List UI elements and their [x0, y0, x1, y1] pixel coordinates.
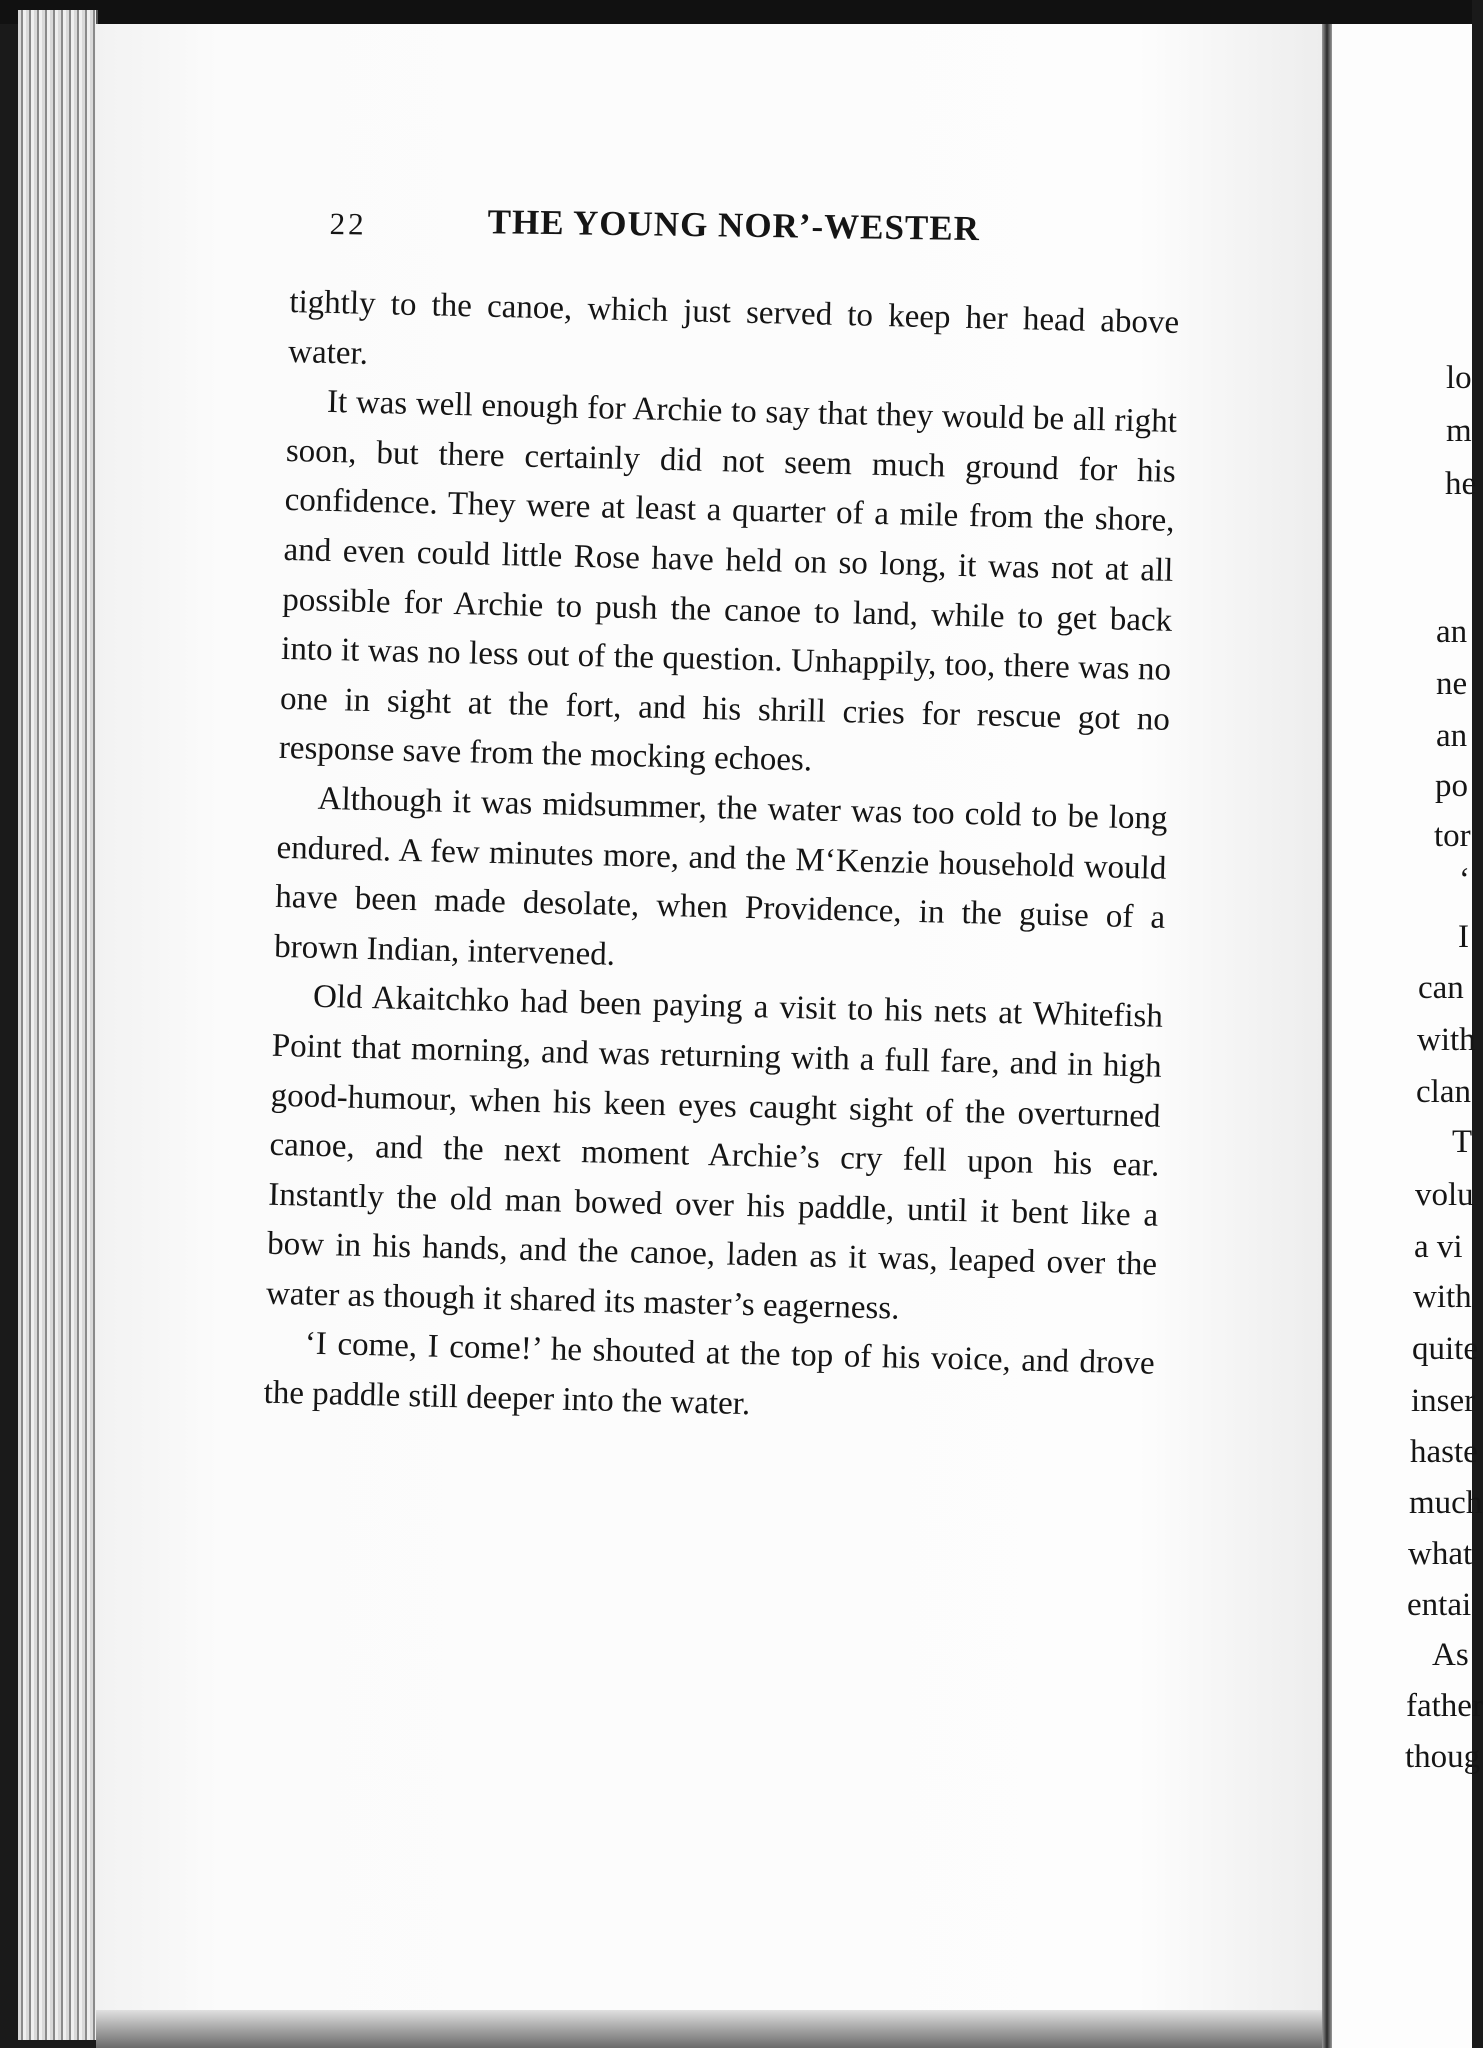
right-page-fragment: what — [1408, 1536, 1473, 1572]
right-page-fragment: entai — [1407, 1587, 1472, 1623]
right-page-fragment: father — [1406, 1688, 1483, 1724]
right-page-fragment: po — [1435, 768, 1468, 804]
body-text — [263, 278, 1180, 1439]
page-number: 22 — [329, 205, 367, 242]
right-page-fragment: can — [1418, 970, 1464, 1006]
right-page-fragment: volu — [1415, 1177, 1474, 1213]
paragraph: ‘I come, I come!’ he shouted at the top of his voice, and drove the paddle still deeper into the water. — [263, 1326, 1156, 1423]
running-head — [329, 200, 1030, 260]
paragraph: Old Akaitchko had been paying a visit to his nets at Whitefish Point that morning, and was returning with a full fare, and in high good-humour, when his keen eyes caught sight of the overturned canoe, and the next moment Archie’s cry fell upon his ear. Instantly the old man bowed over his paddle, until it bent like a bow in his hands, and the canoe, laden as it was, leaped over the water as though it shared its master’s eagerness. — [265, 979, 1164, 1327]
paragraph: Although it was midsummer, the water was too cold to be long endured. A few minutes more, and the M‘Kenzie household would have been made desolate, when Providence, in the guise of a brown Indian, intervened. — [273, 780, 1168, 973]
paragraph: tightly to the canoe, which just served to keep her head above water. — [287, 283, 1180, 372]
book-gutter — [1322, 24, 1332, 2048]
right-page-fragment: clan — [1416, 1074, 1471, 1110]
right-page-fragment: quite — [1412, 1331, 1478, 1367]
right-page-fragment: ne — [1436, 666, 1468, 702]
running-title: THE YOUNG NOR’-WESTER — [487, 202, 981, 249]
right-page-fragment: ‘ — [1459, 862, 1470, 898]
book-page-edges — [18, 10, 98, 2040]
right-page-fragment: with — [1417, 1022, 1476, 1058]
right-page-fragment: T — [1452, 1124, 1473, 1160]
right-page-fragment: he — [1445, 466, 1477, 502]
right-page-fragment: lo — [1446, 360, 1472, 396]
right-page-fragment: thoug — [1405, 1739, 1481, 1775]
right-page-fragment: m — [1446, 413, 1472, 449]
right-page-fragment: As — [1432, 1637, 1469, 1673]
right-page-fragment: I — [1458, 919, 1469, 955]
right-page-fragment: much — [1409, 1485, 1483, 1521]
right-page-fragment: with — [1413, 1279, 1472, 1315]
right-page — [1332, 24, 1483, 2048]
right-page-fragment: an — [1436, 614, 1468, 650]
right-page-fragment: inser — [1411, 1383, 1476, 1419]
right-page-fragment: haste — [1410, 1434, 1478, 1470]
paragraph: It was well enough for Archie to say that they would be all right soon, but there certainly did not seem much ground for his confidence. They were at least a quarter of a mile from the shore, and even could little Rose have held on so long, it was not at all possible for Archie to push the canoe to land, while to get back into it was no less out of the question. Unhappily, too, there was no one in sight at the fort, and his shrill cries for rescue got no response save from the mocking echoes. — [278, 384, 1178, 779]
scan-top-border — [0, 0, 1472, 24]
right-page-fragment: a vi — [1414, 1229, 1463, 1265]
right-page-fragment: tor — [1434, 818, 1471, 854]
right-page-fragment: an — [1436, 718, 1468, 754]
page-bottom-shadow — [96, 2010, 1322, 2048]
